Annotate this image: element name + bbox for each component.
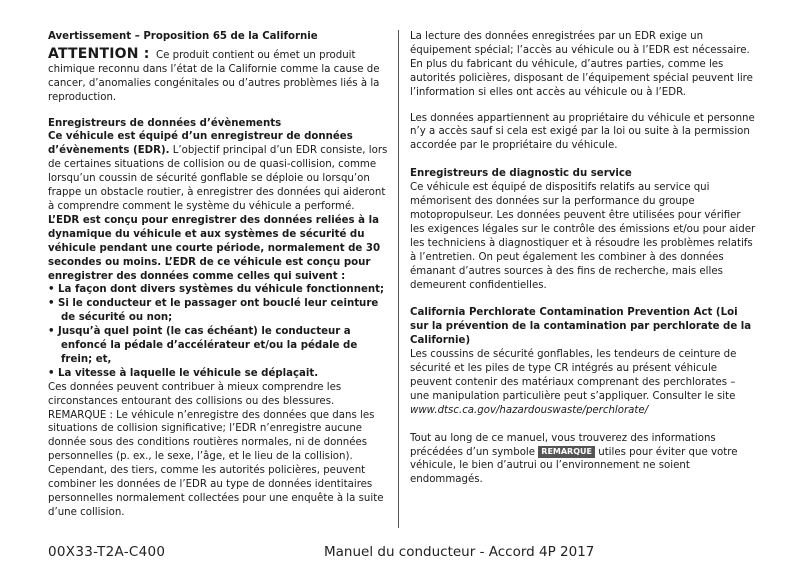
- edr-bullet: • Jusqu’à quel point (le cas échéant) le conducteur a enfoncé la pédale d’accélérateur et/ou la pédale de frein; et,: [48, 326, 358, 365]
- prop65-title: Avertissement – Proposition 65 de la Californie: [48, 31, 318, 42]
- data-ownership-paragraph: Les données appartiennent au propriétaire du véhicule et personne n’y a accès sauf si cela est exigé par la loi ou suite à la permission accordée par le propriétaire du véhicule.: [410, 112, 755, 152]
- edr-bullet: • La façon dont divers systèmes du véhicule fonctionnent;: [48, 284, 385, 296]
- right-column: [410, 30, 756, 487]
- notice-text-b: utiles pour éviter que votre véhicule, le bien d’autrui ou l’environnement ne soient endommagés.: [410, 446, 738, 486]
- remarque-paragraph: REMARQUE : Le véhicule n’enregistre des données que dans les situations de collision significative; l’EDR n’enregistre aucune donnée sous des conditions routières normales, ni de données personnelles (p. ex., le sexe, l’âge, et le lieu de la collision). Cependant, des tiers, comme les autorités policières, peuvent combiner les données de l’EDR au type de données identitaires personnelles normalement collectées pour une enquête à la suite d’une collision.: [48, 409, 384, 518]
- edr-text-2: Ces données peuvent contribuer à mieux comprendre les circonstances entourant des collisions ou des blessures.: [48, 381, 342, 407]
- notice-paragraph: [410, 432, 756, 488]
- edr-bullet: • Si le conducteur et le passager ont bouclé leur ceinture de sécurité ou non;: [48, 298, 379, 324]
- attention-paragraph: [48, 45, 388, 105]
- edr-bold-text: L’EDR est conçu pour enregistrer des données reliées à la dynamique du véhicule et aux systèmes de sécurité du véhicule pendant une courte période, normalement de 30 secondes ou moins. L’EDR de ce véhicule est conçu pour enregistrer des données comme celles qui suivent :: [48, 214, 381, 282]
- footer-title: Manuel du conducteur - Accord 4P 2017: [324, 544, 595, 560]
- perchlorate-url: www.dtsc.ca.gov/hazardouswaste/perchlorate/: [410, 404, 649, 416]
- edr-text: L’objectif principal d’un EDR consiste, lors de certaines situations de collision ou de quasi-collision, comme lorsqu’un coussin de sécurité gonflable se déploie ou lorsqu’on frappe un obstacle routier, à enregistrer des données qui aideront à comprendre comment le système du véhicule a performé.: [48, 145, 388, 212]
- footer-code: 00X33-T2A-C400: [48, 544, 166, 560]
- notice-text-a: Tout au long de ce manuel, vous trouverez des informations précédées d’un symbole: [410, 432, 716, 458]
- left-column: [48, 30, 388, 520]
- edr-reading-paragraph: La lecture des données enregistrées par un EDR exige un équipement spécial; l’accès au véhicule ou à l’EDR est nécessaire. En plus du fabricant du véhicule, d’autres parties, comme les autorités policières, disposant de l’équipement spécial peuvent lire l’information si elles ont accès au véhicule ou à l’EDR.: [410, 31, 753, 98]
- edr-paragraph: [48, 130, 388, 283]
- edr-bullet: • La vitesse à laquelle le véhicule se déplaçait.: [48, 367, 319, 379]
- attention-label: ATTENTION :: [48, 45, 150, 62]
- perchlorate-paragraph: [410, 348, 756, 418]
- diagnostic-heading: Enregistreurs de diagnostic du service: [410, 168, 632, 180]
- remarque-badge: REMARQUE: [538, 446, 595, 458]
- edr-heading: Enregistreurs de données d’évènements: [48, 117, 282, 129]
- diagnostic-paragraph: Ce véhicule est équipé de dispositifs relatifs au service qui mémorisent des données sur la performance du groupe motopropulseur. Les données peuvent être utilisées pour vérifier les exigences légales sur le contrôle des émissions et/ou pour aider les techniciens à diagnostiquer et à résoudre les problèmes relatifs à l’entretien. On peut également les combiner à des données émanant d’autres sources à des fins de recherche, mais elles demeurent confidentielles.: [410, 182, 756, 291]
- attention-text: Ce produit contient ou émet un produit chimique reconnu dans l’état de la Californie comme la cause de cancer, d’anomalies congénitales ou d’autres problèmes liés à la reproduction.: [48, 49, 380, 103]
- edr-bold-intro: Ce véhicule est équipé d’un enregistreur de données d’évènements (EDR).: [48, 131, 353, 157]
- perchlorate-heading: California Perchlorate Contamination Prevention Act (Loi sur la prévention de la contamination par perchlorate de la Californie): [410, 307, 752, 347]
- perchlorate-text: Les coussins de sécurité gonflables, les tendeurs de ceinture de sécurité et les piles de type CR intégrés au présent véhicule peuvent contenir des matériaux comprenant des perchlorates – une manipulation particulière peut s’appliquer. Consulter le site: [410, 349, 737, 402]
- column-divider: [398, 30, 399, 528]
